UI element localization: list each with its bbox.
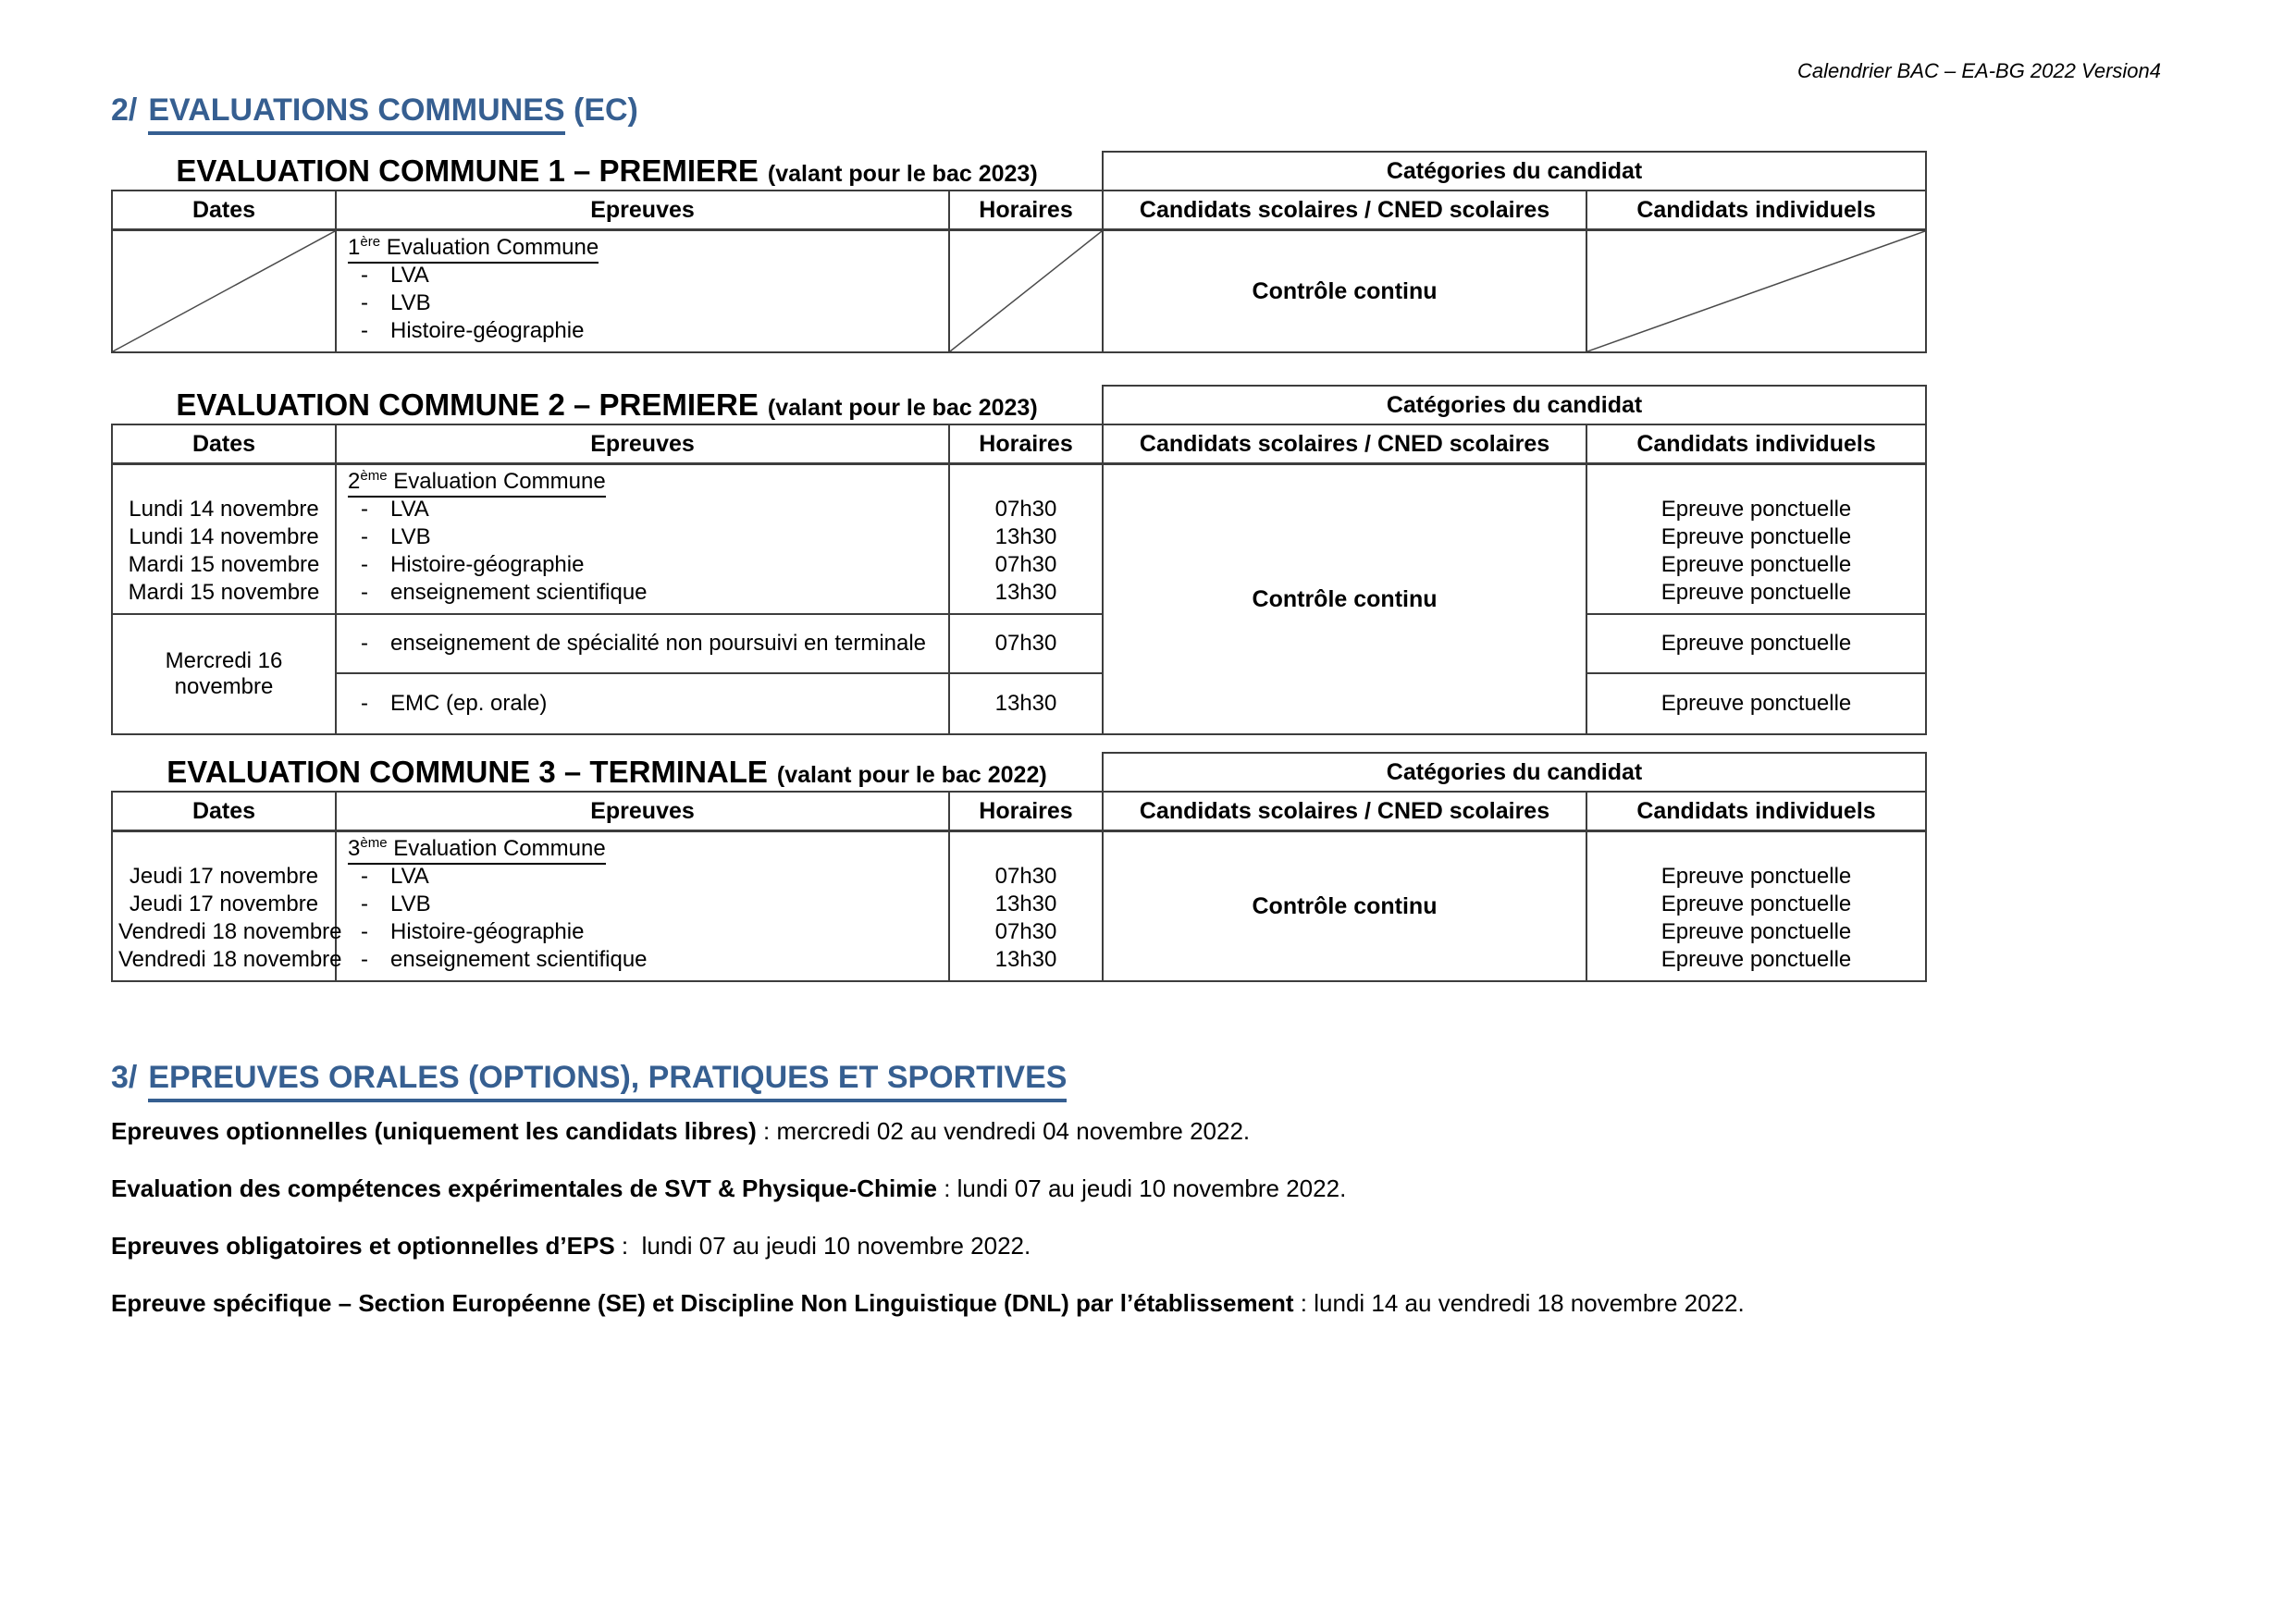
- epreuve-item-label: enseignement scientifique: [390, 947, 648, 972]
- epreuve-group-number: 3: [348, 836, 361, 861]
- epreuve-ponctuelle-value: Epreuve ponctuelle: [1660, 497, 1852, 522]
- epreuve-item-label: EMC (ep. orale): [390, 691, 548, 716]
- epreuve-item-label: LVA: [390, 864, 429, 889]
- epreuve-item: [348, 496, 941, 523]
- paragraph-dates: : lundi 07 au jeudi 10 novembre 2022.: [936, 1174, 1347, 1202]
- dash-bullet: -: [361, 919, 368, 944]
- paragraph-lead: Evaluation des compétences expérimentales de SVT & Physique-Chimie: [111, 1174, 937, 1202]
- table-2-individuels-cell: [1586, 464, 1926, 615]
- table-2-date-mercredi-cell: Mercredi 16 novembre: [112, 614, 336, 734]
- epreuve-group-ordinal: ème: [360, 468, 388, 484]
- table-1-col-scolaires: Candidats scolaires / CNED scolaires: [1103, 191, 1586, 230]
- table-2-col-scolaires: Candidats scolaires / CNED scolaires: [1103, 424, 1586, 464]
- date-value: Vendredi 18 novembre: [118, 919, 342, 944]
- table-1-dates-empty-cell: [112, 230, 336, 353]
- table-2-dates-cell: [112, 464, 336, 615]
- horaire-value: 07h30: [994, 552, 1057, 577]
- diagonal-strike-icon: [113, 231, 335, 351]
- epreuve-ponctuelle-value: Epreuve ponctuelle: [1660, 864, 1852, 889]
- paragraph-dates: : mercredi 02 au vendredi 04 novembre 2022.: [756, 1117, 1251, 1145]
- epreuve-item: [348, 579, 941, 607]
- table-2-epreuve-specialite-cell: [336, 614, 949, 673]
- table-2-epreuves-cell: [336, 464, 949, 615]
- epreuve-group-ordinal: ère: [360, 234, 381, 250]
- table-1-title-main: EVALUATION COMMUNE 1 – PREMIERE: [176, 153, 759, 188]
- epreuve-ponctuelle-value: Epreuve ponctuelle: [1660, 524, 1852, 549]
- table-2-col-epreuves: Epreuves: [336, 424, 949, 464]
- section-2-title: EVALUATIONS COMMUNES: [148, 92, 564, 135]
- diagonal-strike-icon: [1587, 231, 1925, 351]
- evaluation-commune-2-table: [111, 385, 1925, 735]
- epreuve-ponctuelle-value: Epreuve ponctuelle: [1660, 891, 1852, 916]
- table-3-dates-cell: [112, 831, 342, 982]
- horaire-value: 13h30: [994, 891, 1057, 916]
- epreuve-group-label: Evaluation Commune: [387, 836, 606, 861]
- epreuve-item-label: LVA: [390, 263, 429, 288]
- date-value: Lundi 14 novembre: [129, 497, 319, 522]
- table-2-horaire-cell: 13h30: [949, 673, 1103, 734]
- epreuve-item-label: LVB: [390, 524, 431, 549]
- horaire-value: 13h30: [994, 947, 1057, 972]
- paragraph-lead: Epreuves optionnelles (uniquement les candidats libres): [111, 1117, 757, 1145]
- epreuve-group-label: Evaluation Commune: [387, 469, 606, 494]
- table-3-col-individuels: Candidats individuels: [1586, 792, 1926, 831]
- dash-bullet: -: [361, 497, 368, 522]
- epreuve-ponctuelle-value: Epreuve ponctuelle: [1660, 552, 1852, 577]
- dash-bullet: -: [361, 552, 368, 577]
- table-3-horaires-cell: [949, 831, 1103, 982]
- date-value: Mardi 15 novembre: [128, 580, 320, 605]
- epreuve-group-number: 2: [348, 469, 361, 494]
- table-3-epreuves-cell: [336, 831, 949, 982]
- table-2-controle-continu-cell: Contrôle continu: [1103, 464, 1586, 735]
- section-2-suffix: (EC): [564, 92, 638, 128]
- table-1-col-horaires: Horaires: [949, 191, 1103, 230]
- table-1-horaires-empty-cell: [949, 230, 1103, 353]
- epreuve-item-label: Histoire-géographie: [390, 318, 585, 343]
- table-2-epreuve-emc-cell: [336, 673, 949, 734]
- table-2-title-main: EVALUATION COMMUNE 2 – PREMIERE: [176, 387, 759, 422]
- horaire-value: 07h30: [994, 864, 1057, 889]
- epreuve-item: [348, 551, 941, 579]
- table-3-categories-header: Catégories du candidat: [1103, 753, 1926, 792]
- epreuve-ponctuelle-value: Epreuve ponctuelle: [1660, 919, 1852, 944]
- paragraph-lead: Epreuves obligatoires et optionnelles d’EPS: [111, 1232, 615, 1260]
- epreuve-group-title: [348, 468, 606, 498]
- paragraph-dates: : lundi 14 au vendredi 18 novembre 2022.: [1293, 1289, 1745, 1317]
- section-2-heading: [111, 92, 638, 135]
- table-1-title-note: (valant pour le bac 2023): [767, 160, 1038, 187]
- evaluation-commune-3-table: [111, 752, 1925, 982]
- horaire-value: 07h30: [994, 497, 1057, 522]
- table-2-categories-header: Catégories du candidat: [1103, 386, 1926, 424]
- horaire-value: 07h30: [994, 919, 1057, 944]
- table-2-horaires-cell: [949, 464, 1103, 615]
- table-3-col-horaires: Horaires: [949, 792, 1103, 831]
- epreuve-group-ordinal: ème: [360, 835, 388, 851]
- dash-bullet: -: [361, 864, 368, 889]
- horaire-value: 13h30: [994, 524, 1057, 549]
- epreuve-item: [348, 918, 941, 946]
- epreuve-group-title: [348, 835, 606, 865]
- epreuve-item: [348, 946, 941, 974]
- epreuve-item: [348, 630, 941, 658]
- epreuve-item: [348, 891, 941, 918]
- document-version-note: Calendrier BAC – EA-BG 2022 Version4: [1797, 59, 2161, 82]
- section-2-number: 2/: [111, 92, 138, 128]
- table-3-title: [112, 753, 1103, 792]
- dash-bullet: -: [361, 580, 368, 605]
- table-3-individuels-cell: [1586, 831, 1926, 982]
- table-2-col-dates: Dates: [112, 424, 336, 464]
- paragraph-dates: : lundi 07 au jeudi 10 novembre 2022.: [614, 1232, 1031, 1260]
- paragraph-epreuves-optionnelles: [111, 1117, 1250, 1146]
- date-value: Jeudi 17 novembre: [129, 864, 319, 889]
- paragraph-section-europeenne: [111, 1289, 1745, 1318]
- table-1-categories-header: Catégories du candidat: [1103, 152, 1926, 191]
- dash-bullet: -: [361, 891, 368, 916]
- epreuve-item-label: Histoire-géographie: [390, 919, 585, 944]
- table-3-title-note: (valant pour le bac 2022): [776, 761, 1047, 788]
- epreuve-group-title: [348, 234, 599, 264]
- dash-bullet: -: [361, 691, 368, 716]
- table-2-horaire-cell: 07h30: [949, 614, 1103, 673]
- table-2-col-individuels: Candidats individuels: [1586, 424, 1926, 464]
- epreuve-item: [348, 289, 941, 317]
- dash-bullet: -: [361, 631, 368, 656]
- epreuve-item-label: Histoire-géographie: [390, 552, 585, 577]
- epreuve-item-label: LVB: [390, 290, 431, 315]
- table-3-col-epreuves: Epreuves: [336, 792, 949, 831]
- epreuve-item-label: LVB: [390, 891, 431, 916]
- table-3-col-scolaires: Candidats scolaires / CNED scolaires: [1103, 792, 1586, 831]
- dash-bullet: -: [361, 263, 368, 288]
- epreuve-group-number: 1: [348, 235, 361, 260]
- paragraph-eps: [111, 1232, 1031, 1260]
- table-2-col-horaires: Horaires: [949, 424, 1103, 464]
- table-1-col-epreuves: Epreuves: [336, 191, 949, 230]
- dash-bullet: -: [361, 524, 368, 549]
- epreuve-ponctuelle-value: Epreuve ponctuelle: [1660, 580, 1852, 605]
- epreuve-item: [348, 262, 941, 289]
- table-2-title: [112, 386, 1103, 424]
- paragraph-lead: Epreuve spécifique – Section Européenne (SE) et Discipline Non Linguistique (DNL) par l’établissement: [111, 1289, 1294, 1317]
- section-3-title: EPREUVES ORALES (OPTIONS), PRATIQUES ET SPORTIVES: [148, 1060, 1067, 1102]
- table-2-title-note: (valant pour le bac 2023): [767, 394, 1038, 421]
- dash-bullet: -: [361, 318, 368, 343]
- epreuve-item: [348, 690, 941, 718]
- epreuve-item: [348, 317, 941, 345]
- table-3-title-main: EVALUATION COMMUNE 3 – TERMINALE: [167, 754, 768, 789]
- epreuve-item-label: enseignement scientifique: [390, 580, 648, 605]
- date-value: Jeudi 17 novembre: [129, 891, 319, 916]
- table-1-title: [112, 152, 1103, 191]
- table-3-col-dates: Dates: [112, 792, 336, 831]
- table-1-col-individuels: Candidats individuels: [1586, 191, 1926, 230]
- section-3-heading: [111, 1060, 1067, 1102]
- epreuve-item: [348, 523, 941, 551]
- table-2-individuel-cell: Epreuve ponctuelle: [1586, 673, 1926, 734]
- date-value: Mardi 15 novembre: [128, 552, 320, 577]
- date-value: Vendredi 18 novembre: [118, 947, 342, 972]
- section-3-number: 3/: [111, 1060, 138, 1095]
- table-1-controle-continu-cell: Contrôle continu: [1103, 230, 1586, 353]
- paragraph-competences-experimentales: [111, 1174, 1346, 1203]
- epreuve-item-label: LVA: [390, 497, 429, 522]
- table-1-col-dates: Dates: [112, 191, 336, 230]
- diagonal-strike-icon: [950, 231, 1102, 351]
- table-1-epreuves-cell: [336, 230, 949, 353]
- dash-bullet: -: [361, 947, 368, 972]
- epreuve-item-label: enseignement de spécialité non poursuivi en terminale: [390, 631, 927, 656]
- table-3-controle-continu-cell: Contrôle continu: [1103, 831, 1586, 982]
- evaluation-commune-1-table: [111, 151, 1925, 353]
- date-value: Lundi 14 novembre: [129, 524, 319, 549]
- epreuve-item: [348, 863, 941, 891]
- epreuve-ponctuelle-value: Epreuve ponctuelle: [1660, 947, 1852, 972]
- table-1-individuels-empty-cell: [1586, 230, 1926, 353]
- dash-bullet: -: [361, 290, 368, 315]
- horaire-value: 13h30: [994, 580, 1057, 605]
- table-2-individuel-cell: Epreuve ponctuelle: [1586, 614, 1926, 673]
- epreuve-group-label: Evaluation Commune: [380, 235, 599, 260]
